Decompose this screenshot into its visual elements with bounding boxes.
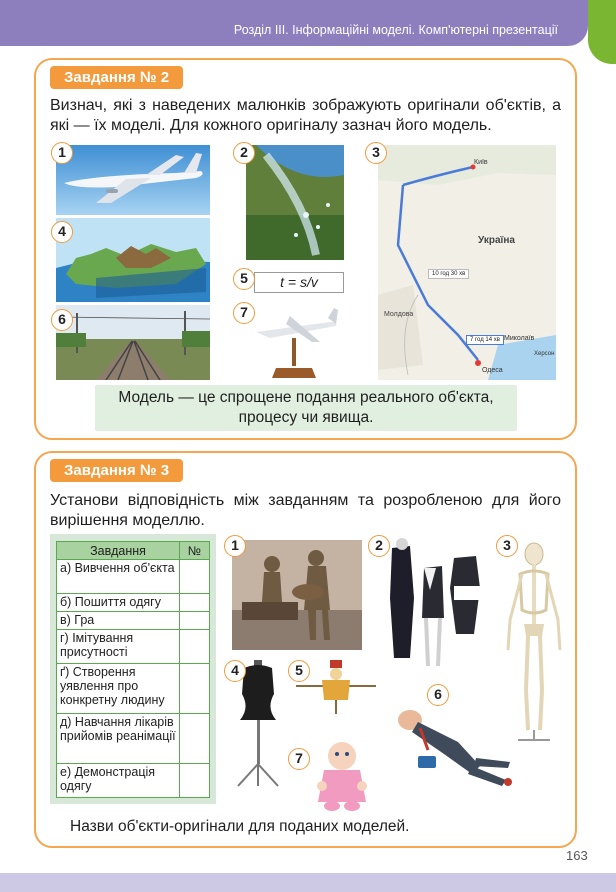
number-badge: 1: [51, 142, 73, 164]
task-2-badge: Завдання № 2: [50, 66, 183, 89]
task-2-text: Визнач, які з наведених малюнків зображують оригінали об'єктів, а які — їх моделі. Для кожного оригіналу зазнач його модель.: [50, 97, 561, 134]
doll-photo: [312, 736, 372, 812]
section-title: Розділ III. Інформаційні моделі. Комп'ютерні презентації: [233, 23, 558, 37]
map-label-moldova: Молдова: [384, 311, 414, 318]
task-3-footer-question: Назви об'єкти-оригінали для поданих моделей.: [70, 818, 410, 835]
matching-table-panel: [50, 534, 216, 804]
answer-cell[interactable]: [180, 612, 210, 630]
cpr-manikin-photo: [388, 696, 518, 792]
formula-box: t = s/v: [254, 272, 344, 293]
number-badge: 7: [288, 748, 310, 770]
table-row: [57, 594, 210, 612]
task-cell: г) Імітування присутності: [57, 630, 180, 664]
water-photo: [246, 145, 344, 260]
number-badge: 2: [233, 142, 255, 164]
number-badge: 3: [365, 142, 387, 164]
task-cell: д) Навчання лікарів прийомів реанімації: [57, 714, 180, 764]
model-definition: Модель — це спрощене подання реального об'єкта, процесу чи явища.: [95, 385, 517, 431]
task-3-text: Установи відповідність між завданням та розробленою для його вирішення моделлю.: [50, 492, 561, 529]
model-airplane-photo: [250, 302, 344, 384]
number-badge: 7: [233, 302, 255, 324]
table-row: [57, 764, 210, 798]
task-cell: ґ) Створення уявлення про конкретну людину: [57, 664, 180, 714]
number-badge: 6: [51, 309, 73, 331]
number-badge: 4: [51, 221, 73, 243]
bottom-band: [0, 873, 616, 892]
number-badge: 4: [224, 660, 246, 682]
task-cell: а) Вивчення об'єкта: [57, 560, 180, 594]
task-cell: е) Демонстрація одягу: [57, 764, 180, 798]
answer-cell[interactable]: [180, 560, 210, 594]
answer-cell[interactable]: [180, 764, 210, 798]
answer-cell[interactable]: [180, 630, 210, 664]
route-time-chip-2: 7 год 14 хв: [466, 335, 504, 345]
number-badge: 3: [496, 535, 518, 557]
table-row: [57, 664, 210, 714]
answer-cell[interactable]: [180, 664, 210, 714]
number-badge: 2: [368, 535, 390, 557]
table-row: [57, 612, 210, 630]
answer-cell[interactable]: [180, 714, 210, 764]
corner-tab: [588, 0, 616, 64]
table-row: [57, 714, 210, 764]
railway-photo: [56, 305, 210, 380]
task-3-badge: Завдання № 3: [50, 459, 183, 482]
number-badge: 1: [224, 535, 246, 557]
column-header-number: №: [180, 542, 210, 560]
column-header-task: Завдання: [57, 542, 180, 560]
table-row: [57, 630, 210, 664]
task-cell: в) Гра: [57, 612, 180, 630]
page-number: 163: [566, 848, 588, 863]
mannequins-photo: [380, 538, 488, 678]
page-header: [0, 0, 588, 46]
map-label-country: Україна: [478, 235, 515, 246]
map-label-mykolaiv: Миколаїв: [504, 335, 535, 342]
table-row: [57, 560, 210, 594]
map-label-kherson: Херсон: [534, 351, 555, 357]
number-badge: 5: [288, 660, 310, 682]
relief-model-photo: [56, 218, 210, 302]
route-map: [378, 145, 556, 380]
map-label-odesa: Одеса: [482, 367, 503, 374]
airplane-photo: [56, 145, 210, 215]
route-time-chip-1: 10 год 30 хв: [428, 269, 469, 279]
number-badge: 5: [233, 268, 255, 290]
number-badge: 6: [427, 684, 449, 706]
statues-photo: [232, 540, 362, 650]
answer-cell[interactable]: [180, 594, 210, 612]
task-cell: б) Пошиття одягу: [57, 594, 180, 612]
matching-table: [56, 541, 210, 798]
map-label-kyiv: Київ: [474, 159, 488, 166]
